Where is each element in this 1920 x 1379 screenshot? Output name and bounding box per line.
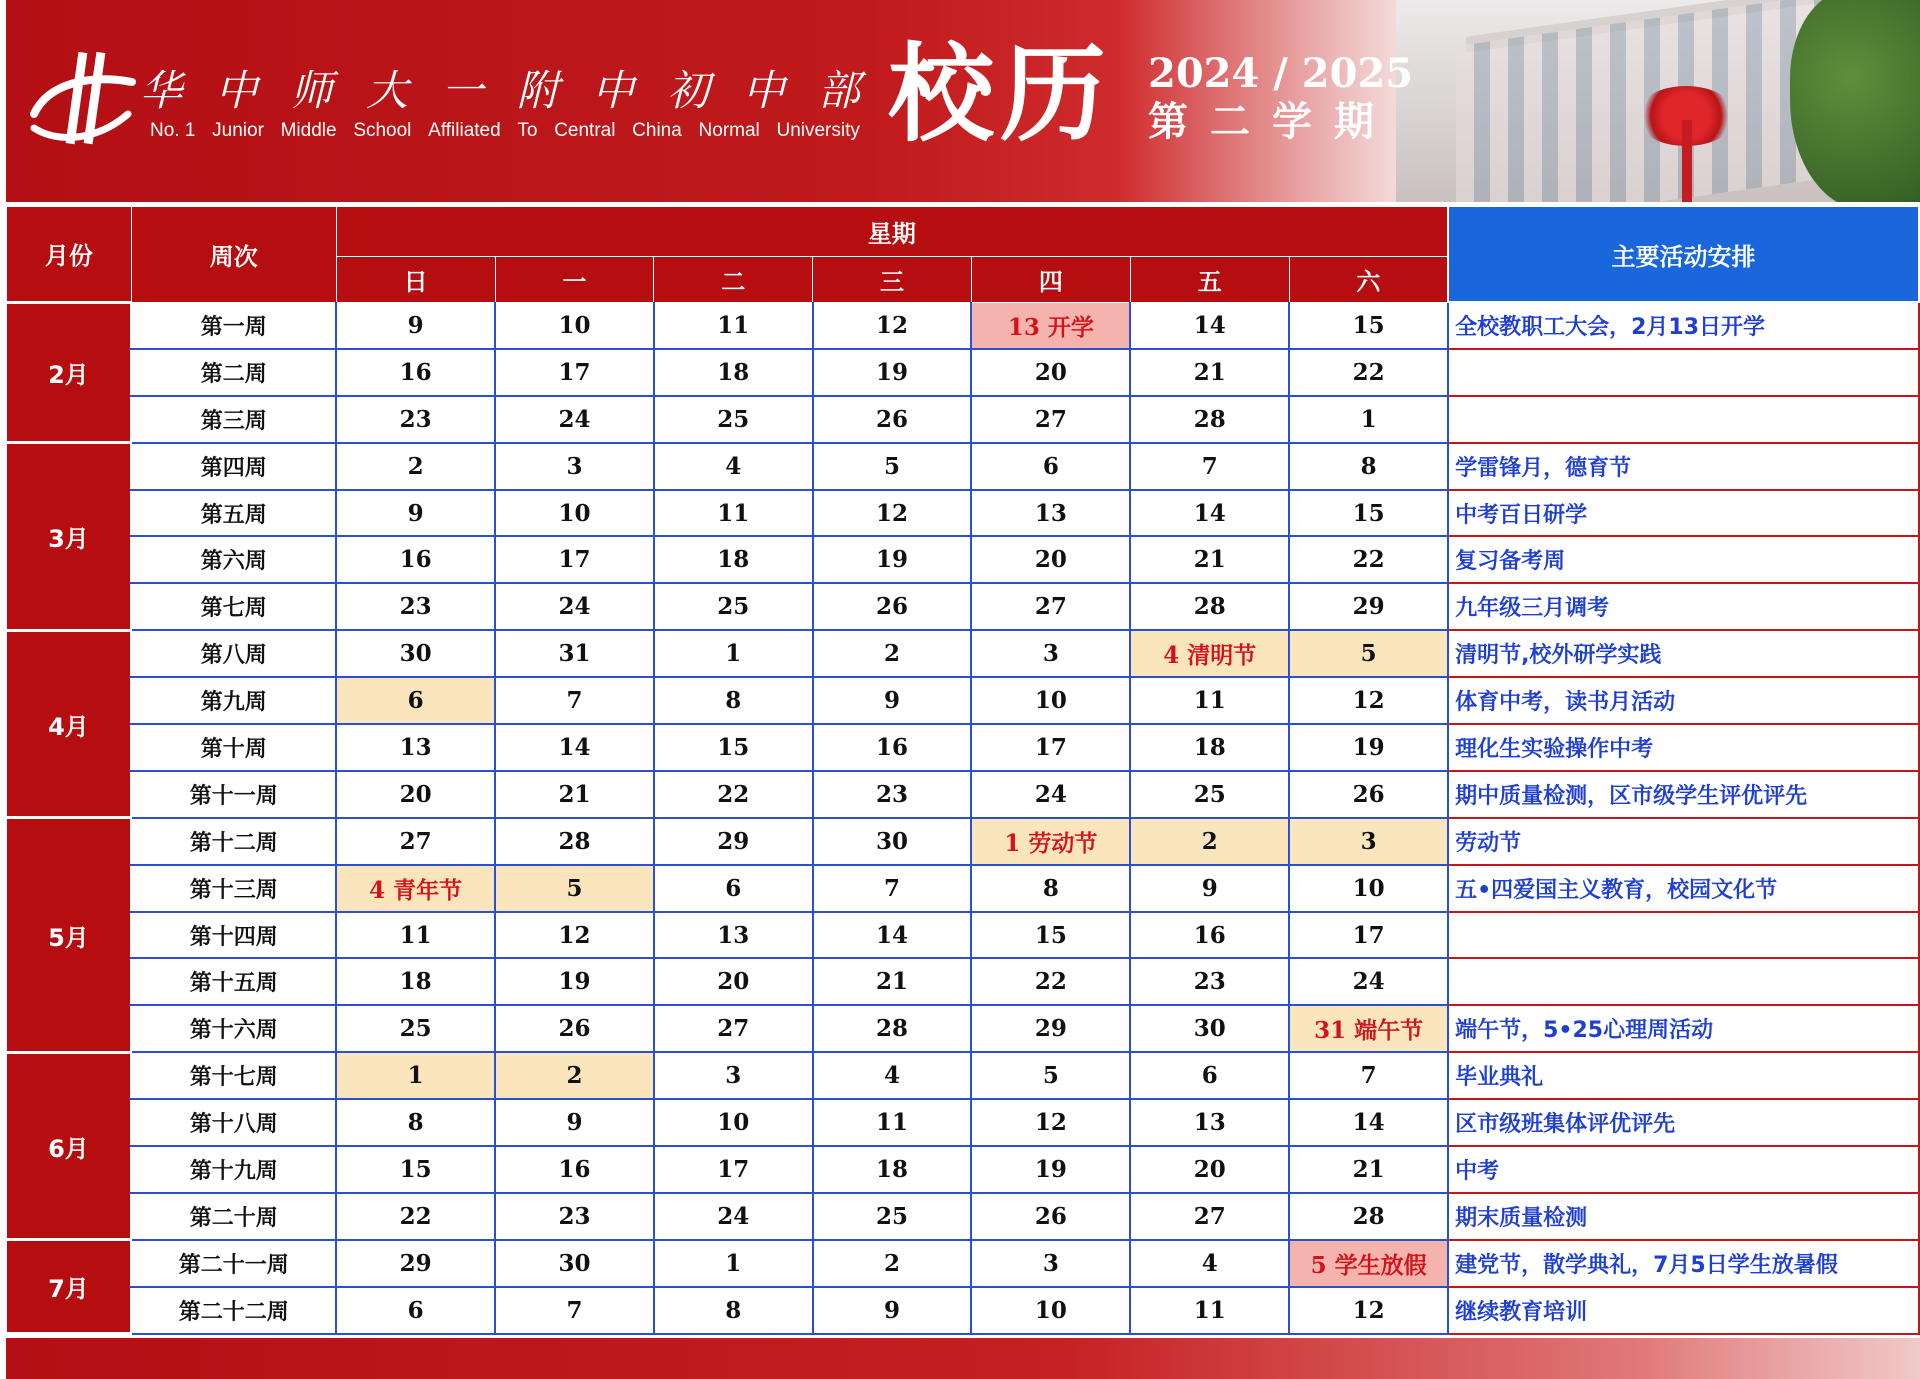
day-cell: 19 [495,958,654,1005]
day-cell: 7 [1130,443,1289,490]
table-row [7,536,1920,583]
day-cell: 28 [495,818,654,865]
day-cell: 30 [336,630,495,677]
school-name-cn-char: 师 [290,66,333,115]
day-cell: 2 [813,1240,972,1287]
day-cell: 13 开学 [971,302,1130,349]
day-cell: 25 [654,583,813,630]
day-cell: 17 [971,724,1130,771]
day-cell: 5 学生放假 [1289,1240,1448,1287]
day-cell: 20 [654,958,813,1005]
day-cell: 21 [495,771,654,818]
table-row [7,1052,1920,1099]
tree [1790,0,1920,202]
day-cell: 30 [495,1240,654,1287]
day-cell: 6 [336,677,495,724]
week-cell: 第十四周 [131,912,336,959]
table-row [7,1146,1920,1193]
activity-cell: 复习备考周 [1448,536,1919,583]
week-cell: 第十一周 [131,771,336,818]
day-cell: 14 [495,724,654,771]
day-cell: 24 [971,771,1130,818]
table-row [7,677,1920,724]
day-cell: 10 [1289,865,1448,912]
day-cell: 7 [813,865,972,912]
activity-cell: 端午节，5•25心理周活动 [1448,1005,1919,1052]
day-cell: 11 [654,490,813,537]
day-cell: 16 [336,536,495,583]
page-title: 校历 [888,33,1112,156]
school-name-cn-char: 附 [516,66,559,115]
day-cell: 21 [1130,536,1289,583]
day-cell: 17 [1289,912,1448,959]
day-cell: 4 [813,1052,972,1099]
table-row [7,724,1920,771]
day-cell: 16 [495,1146,654,1193]
activity-cell: 期中质量检测，区市级学生评优评先 [1448,771,1919,818]
day-cell: 25 [336,1005,495,1052]
day-cell: 13 [336,724,495,771]
day-cell: 3 [971,1240,1130,1287]
day-cell: 13 [654,912,813,959]
day-cell: 16 [813,724,972,771]
month-cell: 3月 [7,443,132,631]
day-cell: 23 [336,396,495,443]
week-cell: 第八周 [131,630,336,677]
header-activities: 主要活动安排 [1448,206,1919,302]
table-row [7,1193,1920,1240]
school-name-cn-char: 华 [140,66,183,115]
table-row [7,396,1920,443]
activity-cell: 体育中考，读书月活动 [1448,677,1919,724]
day-cell: 12 [495,912,654,959]
day-cell: 28 [1130,583,1289,630]
activity-cell: 清明节,校外研学实践 [1448,630,1919,677]
week-cell: 第四周 [131,443,336,490]
school-name-en-word: No. 1 [150,120,196,141]
day-cell: 23 [813,771,972,818]
day-cell: 21 [813,958,972,1005]
day-cell: 15 [654,724,813,771]
day-cell: 26 [1289,771,1448,818]
academic-year: 2024 / 2025 [1148,50,1414,97]
day-cell: 19 [971,1146,1130,1193]
week-cell: 第三周 [131,396,336,443]
school-name-cn-char: 中 [742,66,785,115]
school-name-en-word: School [353,120,412,141]
day-cell: 3 [1289,818,1448,865]
school-name-cn-char: 一 [441,66,484,115]
day-cell: 29 [971,1005,1130,1052]
day-cell: 20 [336,771,495,818]
day-cell: 18 [813,1146,972,1193]
day-cell: 1 劳动节 [971,818,1130,865]
table-row [7,1287,1920,1334]
month-cell: 7月 [7,1240,132,1334]
week-cell: 第十九周 [131,1146,336,1193]
activity-cell [1448,912,1919,959]
day-cell: 15 [1289,302,1448,349]
day-cell: 4 [1130,1240,1289,1287]
day-cell: 15 [1289,490,1448,537]
day-cell: 14 [813,912,972,959]
day-cell: 27 [1130,1193,1289,1240]
day-cell: 13 [971,490,1130,537]
day-cell: 20 [1130,1146,1289,1193]
day-cell: 30 [813,818,972,865]
table-row [7,302,1920,349]
day-cell: 4 清明节 [1130,630,1289,677]
day-cell: 4 [654,443,813,490]
table-row [7,443,1920,490]
day-cell: 18 [654,536,813,583]
day-cell: 2 [1130,818,1289,865]
day-cell: 28 [1130,396,1289,443]
day-cell: 11 [1130,1287,1289,1334]
header-day: 五 [1130,256,1289,302]
day-cell: 15 [336,1146,495,1193]
month-cell: 6月 [7,1052,132,1240]
day-cell: 22 [336,1193,495,1240]
school-name-en-word: Central [554,120,616,141]
day-cell: 14 [1289,1099,1448,1146]
day-cell: 10 [495,490,654,537]
day-cell: 14 [1130,302,1289,349]
day-cell: 27 [971,583,1130,630]
day-cell: 16 [336,349,495,396]
day-cell: 26 [813,396,972,443]
day-cell: 7 [495,1287,654,1334]
header-weekday-group: 星期 [336,206,1448,256]
day-cell: 14 [1130,490,1289,537]
school-name-cn [140,58,860,118]
day-cell: 24 [1289,958,1448,1005]
day-cell: 10 [971,677,1130,724]
day-cell: 12 [813,490,972,537]
day-cell: 29 [336,1240,495,1287]
school-name-cn-char: 中 [215,66,258,115]
table-row [7,349,1920,396]
month-cell: 2月 [7,302,132,443]
school-name-en-word: Junior [212,120,264,141]
day-cell: 7 [1289,1052,1448,1099]
week-cell: 第二十一周 [131,1240,336,1287]
sculpture-pole [1682,120,1692,202]
activity-cell: 全校教职工大会，2月13日开学 [1448,302,1919,349]
day-cell: 8 [971,865,1130,912]
day-cell: 23 [336,583,495,630]
activity-cell: 学雷锋月，德育节 [1448,443,1919,490]
day-cell: 24 [495,396,654,443]
day-cell: 6 [336,1287,495,1334]
table-row [7,865,1920,912]
school-name-cn-char: 大 [365,66,408,115]
day-cell: 24 [495,583,654,630]
semester-label: 第二学期 [1148,99,1396,145]
school-name-cn-char: 部 [817,66,860,115]
activity-cell: 劳动节 [1448,818,1919,865]
school-name-en-word: Normal [698,120,760,141]
day-cell: 8 [1289,443,1448,490]
day-cell: 10 [971,1287,1130,1334]
week-cell: 第九周 [131,677,336,724]
school-name-en-word: Affiliated [428,120,501,141]
day-cell: 26 [813,583,972,630]
school-name-en [150,120,860,142]
table-row [7,1005,1920,1052]
day-cell: 4 青年节 [336,865,495,912]
day-cell: 19 [1289,724,1448,771]
day-cell: 22 [654,771,813,818]
week-cell: 第十七周 [131,1052,336,1099]
activity-cell: 毕业典礼 [1448,1052,1919,1099]
day-cell: 11 [1130,677,1289,724]
table-row [7,583,1920,630]
day-cell: 21 [1130,349,1289,396]
activity-cell: 九年级三月调考 [1448,583,1919,630]
day-cell: 28 [1289,1193,1448,1240]
day-cell: 23 [1130,958,1289,1005]
day-cell: 2 [495,1052,654,1099]
day-cell: 16 [1130,912,1289,959]
day-cell: 12 [813,302,972,349]
school-name-en-word: China [632,120,682,141]
table-row [7,912,1920,959]
header-banner [6,0,1920,202]
school-building-photo [1396,0,1920,202]
day-cell: 21 [1289,1146,1448,1193]
day-cell: 25 [813,1193,972,1240]
day-cell: 19 [813,536,972,583]
week-cell: 第一周 [131,302,336,349]
day-cell: 17 [654,1146,813,1193]
header-day: 日 [336,256,495,302]
day-cell: 20 [971,349,1130,396]
day-cell: 27 [654,1005,813,1052]
day-cell: 8 [336,1099,495,1146]
day-cell: 31 [495,630,654,677]
day-cell: 3 [654,1052,813,1099]
week-cell: 第二周 [131,349,336,396]
week-cell: 第十周 [131,724,336,771]
day-cell: 12 [971,1099,1130,1146]
table-row [7,1099,1920,1146]
day-cell: 19 [813,349,972,396]
activity-cell: 五•四爱国主义教育，校园文化节 [1448,865,1919,912]
day-cell: 12 [1289,677,1448,724]
day-cell: 18 [1130,724,1289,771]
table-row [7,630,1920,677]
week-cell: 第五周 [131,490,336,537]
week-cell: 第十二周 [131,818,336,865]
day-cell: 26 [971,1193,1130,1240]
day-cell: 6 [1130,1052,1289,1099]
school-logo-icon [28,44,138,154]
activity-cell [1448,396,1919,443]
day-cell: 8 [654,677,813,724]
school-name-en-word: To [517,120,538,141]
day-cell: 2 [813,630,972,677]
day-cell: 11 [813,1099,972,1146]
school-name-en-word: Middle [280,120,337,141]
day-cell: 23 [495,1193,654,1240]
week-cell: 第十五周 [131,958,336,1005]
day-cell: 25 [1130,771,1289,818]
day-cell: 9 [813,677,972,724]
day-cell: 30 [1130,1005,1289,1052]
day-cell: 3 [495,443,654,490]
day-cell: 1 [654,1240,813,1287]
day-cell: 9 [336,302,495,349]
day-cell: 22 [971,958,1130,1005]
day-cell: 9 [336,490,495,537]
day-cell: 15 [971,912,1130,959]
day-cell: 20 [971,536,1130,583]
day-cell: 2 [336,443,495,490]
week-cell: 第二十二周 [131,1287,336,1334]
day-cell: 6 [971,443,1130,490]
week-cell: 第二十周 [131,1193,336,1240]
day-cell: 11 [336,912,495,959]
header-day: 三 [813,256,972,302]
day-cell: 22 [1289,536,1448,583]
header-day: 四 [971,256,1130,302]
school-name-en-word: University [776,120,860,141]
school-calendar-table [6,205,1920,1335]
school-name-cn-char: 中 [591,66,634,115]
header-month: 月份 [7,206,132,302]
day-cell: 9 [495,1099,654,1146]
day-cell: 7 [495,677,654,724]
header-day: 二 [654,256,813,302]
day-cell: 13 [1130,1099,1289,1146]
day-cell: 5 [1289,630,1448,677]
school-name-cn-char: 初 [667,66,710,115]
activity-cell: 建党节，散学典礼，7月5日学生放暑假 [1448,1240,1919,1287]
day-cell: 18 [336,958,495,1005]
day-cell: 1 [1289,396,1448,443]
activity-cell: 期末质量检测 [1448,1193,1919,1240]
table-row [7,958,1920,1005]
day-cell: 5 [971,1052,1130,1099]
day-cell: 5 [813,443,972,490]
table-row [7,818,1920,865]
day-cell: 25 [654,396,813,443]
month-cell: 4月 [7,630,132,818]
day-cell: 9 [1130,865,1289,912]
day-cell: 8 [654,1287,813,1334]
week-cell: 第十六周 [131,1005,336,1052]
day-cell: 26 [495,1005,654,1052]
day-cell: 17 [495,349,654,396]
footer-banner [6,1338,1920,1379]
activity-cell: 中考百日研学 [1448,490,1919,537]
day-cell: 10 [654,1099,813,1146]
day-cell: 1 [336,1052,495,1099]
activity-cell: 继续教育培训 [1448,1287,1919,1334]
day-cell: 29 [1289,583,1448,630]
day-cell: 17 [495,536,654,583]
day-cell: 28 [813,1005,972,1052]
day-cell: 31 端午节 [1289,1005,1448,1052]
day-cell: 27 [971,396,1130,443]
month-cell: 5月 [7,818,132,1052]
day-cell: 18 [654,349,813,396]
day-cell: 29 [654,818,813,865]
day-cell: 12 [1289,1287,1448,1334]
day-cell: 1 [654,630,813,677]
day-cell: 24 [654,1193,813,1240]
day-cell: 3 [971,630,1130,677]
activity-cell: 中考 [1448,1146,1919,1193]
day-cell: 27 [336,818,495,865]
activity-cell [1448,349,1919,396]
week-cell: 第十三周 [131,865,336,912]
activity-cell: 理化生实验操作中考 [1448,724,1919,771]
day-cell: 22 [1289,349,1448,396]
week-cell: 第七周 [131,583,336,630]
day-cell: 11 [654,302,813,349]
day-cell: 5 [495,865,654,912]
day-cell: 6 [654,865,813,912]
table-row [7,771,1920,818]
table-row [7,490,1920,537]
day-cell: 9 [813,1287,972,1334]
header-week: 周次 [131,206,336,302]
activity-cell [1448,958,1919,1005]
week-cell: 第十八周 [131,1099,336,1146]
day-cell: 10 [495,302,654,349]
header-day: 一 [495,256,654,302]
activity-cell: 区市级班集体评优评先 [1448,1099,1919,1146]
header-day: 六 [1289,256,1448,302]
table-row [7,1240,1920,1287]
week-cell: 第六周 [131,536,336,583]
